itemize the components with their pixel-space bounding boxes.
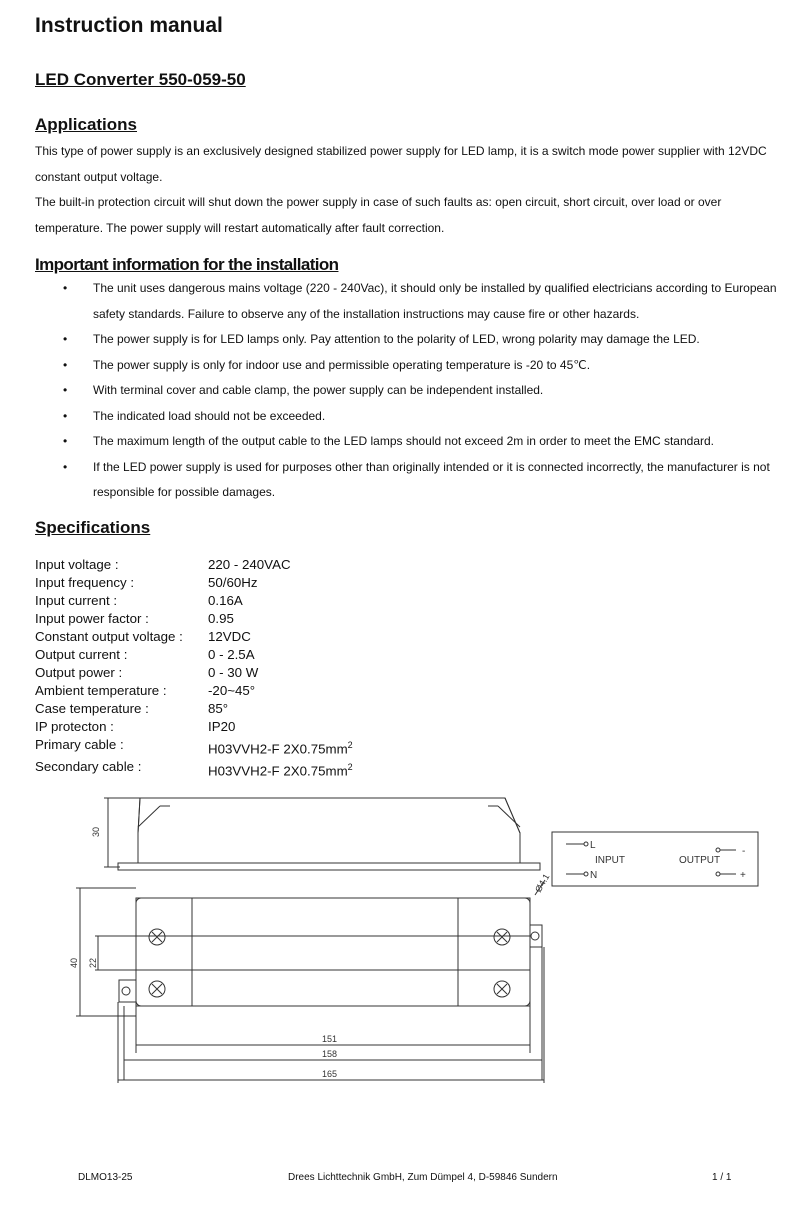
spec-label: Case temperature : — [35, 701, 149, 716]
footer-code: DLMO13-25 — [78, 1172, 133, 1183]
list-item: • If the LED power supply is used for purposes other than originally intended or it is connected incorrectly, the manufacturer is not responsible for possible damages. — [35, 455, 780, 506]
spec-value-text: 0 - 30 W — [208, 665, 259, 680]
spec-value-text: 50/60Hz — [208, 575, 258, 590]
list-item: • The maximum length of the output cable to the LED lamps should not exceed 2m in order to meet the EMC standard. — [35, 429, 780, 455]
applications-heading: Applications — [35, 115, 138, 134]
dimension-drawing — [0, 785, 808, 1095]
spec-superscript: 2 — [347, 762, 353, 773]
input-label: INPUT — [595, 855, 625, 866]
list-item: • The power supply is only for indoor use and permissible operating temperature is -20 to 45℃. — [35, 353, 780, 379]
table-row — [35, 610, 353, 628]
spec-label: Primary cable : — [35, 737, 124, 752]
spec-value — [208, 574, 353, 592]
side-view — [91, 798, 540, 870]
spec-label: IP protecton : — [35, 719, 114, 734]
table-row — [35, 664, 353, 682]
wire-l-label: L — [590, 840, 596, 851]
list-item: • With terminal cover and cable clamp, the power supply can be independent installed. — [35, 378, 780, 404]
spec-value-text: H03VVH2-F 2X0.75mm — [208, 763, 348, 779]
installation-list — [35, 276, 780, 506]
dim-inner-label: 22 — [88, 957, 98, 968]
table-row — [35, 646, 353, 664]
dim-hole-label: Ø4.1 — [533, 872, 552, 894]
spec-value-text: 12VDC — [208, 629, 251, 644]
dim-height-label: 30 — [91, 826, 101, 837]
spec-label: Constant output voltage : — [35, 629, 183, 644]
spec-label: Output current : — [35, 647, 128, 662]
table-row — [35, 758, 353, 780]
spec-label: Input frequency : — [35, 575, 135, 590]
spec-value — [208, 646, 353, 664]
list-item: • The power supply is for LED lamps only. Pay attention to the polarity of LED, wrong polarity may damage the LED. — [35, 327, 780, 353]
table-row — [35, 682, 353, 700]
spec-value — [208, 736, 353, 758]
spec-superscript: 2 — [347, 740, 353, 750]
product-title: LED Converter 550-059-50 — [35, 70, 246, 89]
spec-value — [208, 664, 353, 682]
specifications-table — [35, 556, 353, 781]
installation-heading: Important information for the installation — [35, 255, 339, 274]
dim-width-label: 40 — [69, 957, 79, 968]
applications-paragraph-1: This type of power supply is an exclusively designed stabilized power supply for LED lamp, it is a switch mode power supplier with 12VDC constant output voltage. — [35, 144, 767, 184]
spec-label: Input power factor : — [35, 611, 149, 626]
spec-label: Output power : — [35, 665, 123, 680]
spec-value-text: 220 - 240VAC — [208, 557, 291, 572]
wire-n-label: N — [590, 870, 598, 881]
output-plus-label: + — [740, 870, 746, 881]
table-row — [35, 556, 353, 574]
table-row — [35, 628, 353, 646]
table-row — [35, 592, 353, 610]
wiring-diagram — [552, 832, 758, 886]
output-label: OUTPUT — [679, 855, 721, 866]
spec-value-text: 0.16A — [208, 593, 243, 608]
spec-value — [208, 700, 353, 718]
dim-158-label: 158 — [322, 1049, 338, 1059]
spec-value-text: -20~45° — [208, 683, 256, 698]
footer-company: Drees Lichttechnik GmbH, Zum Dümpel 4, D-59846 Sundern — [288, 1172, 558, 1183]
output-minus-label: - — [742, 846, 746, 857]
spec-value-text: IP20 — [208, 719, 236, 734]
list-item: • The indicated load should not be exceeded. — [35, 404, 780, 430]
applications-paragraph-2: The built-in protection circuit will shut down the power supply in case of such faults as: open circuit, short circuit, over load or over temperature. The power supply will restart automatically after fault correction. — [35, 195, 722, 235]
top-view — [69, 872, 551, 1083]
specifications-heading: Specifications — [35, 518, 151, 537]
table-row — [35, 700, 353, 718]
document-title: Instruction manual — [35, 14, 223, 37]
spec-label: Input voltage : — [35, 557, 119, 572]
spec-value — [208, 718, 353, 736]
spec-value — [208, 682, 353, 700]
spec-value — [208, 610, 353, 628]
spec-value-text: H03VVH2-F 2X0.75mm — [208, 741, 348, 757]
spec-value-text: 0.95 — [208, 611, 234, 626]
spec-label: Secondary cable : — [35, 759, 142, 775]
table-row — [35, 718, 353, 736]
footer-page: 1 / 1 — [712, 1172, 732, 1183]
list-item: • The unit uses dangerous mains voltage (220 - 240Vac), it should only be installed by qualified electricians according to European safety standards. Failure to observe any of the installation instructions may cause fire or other hazards. — [35, 276, 780, 327]
dim-165-label: 165 — [322, 1069, 338, 1079]
spec-value — [208, 592, 353, 610]
table-row — [35, 736, 353, 758]
spec-label: Ambient temperature : — [35, 683, 167, 698]
spec-value — [208, 758, 353, 780]
spec-value — [208, 628, 353, 646]
spec-value — [208, 556, 353, 574]
spec-value-text: 85° — [208, 701, 229, 716]
spec-label: Input current : — [35, 593, 118, 608]
table-row — [35, 574, 353, 592]
spec-value-text: 0 - 2.5A — [208, 647, 255, 662]
dim-151-label: 151 — [322, 1034, 338, 1044]
